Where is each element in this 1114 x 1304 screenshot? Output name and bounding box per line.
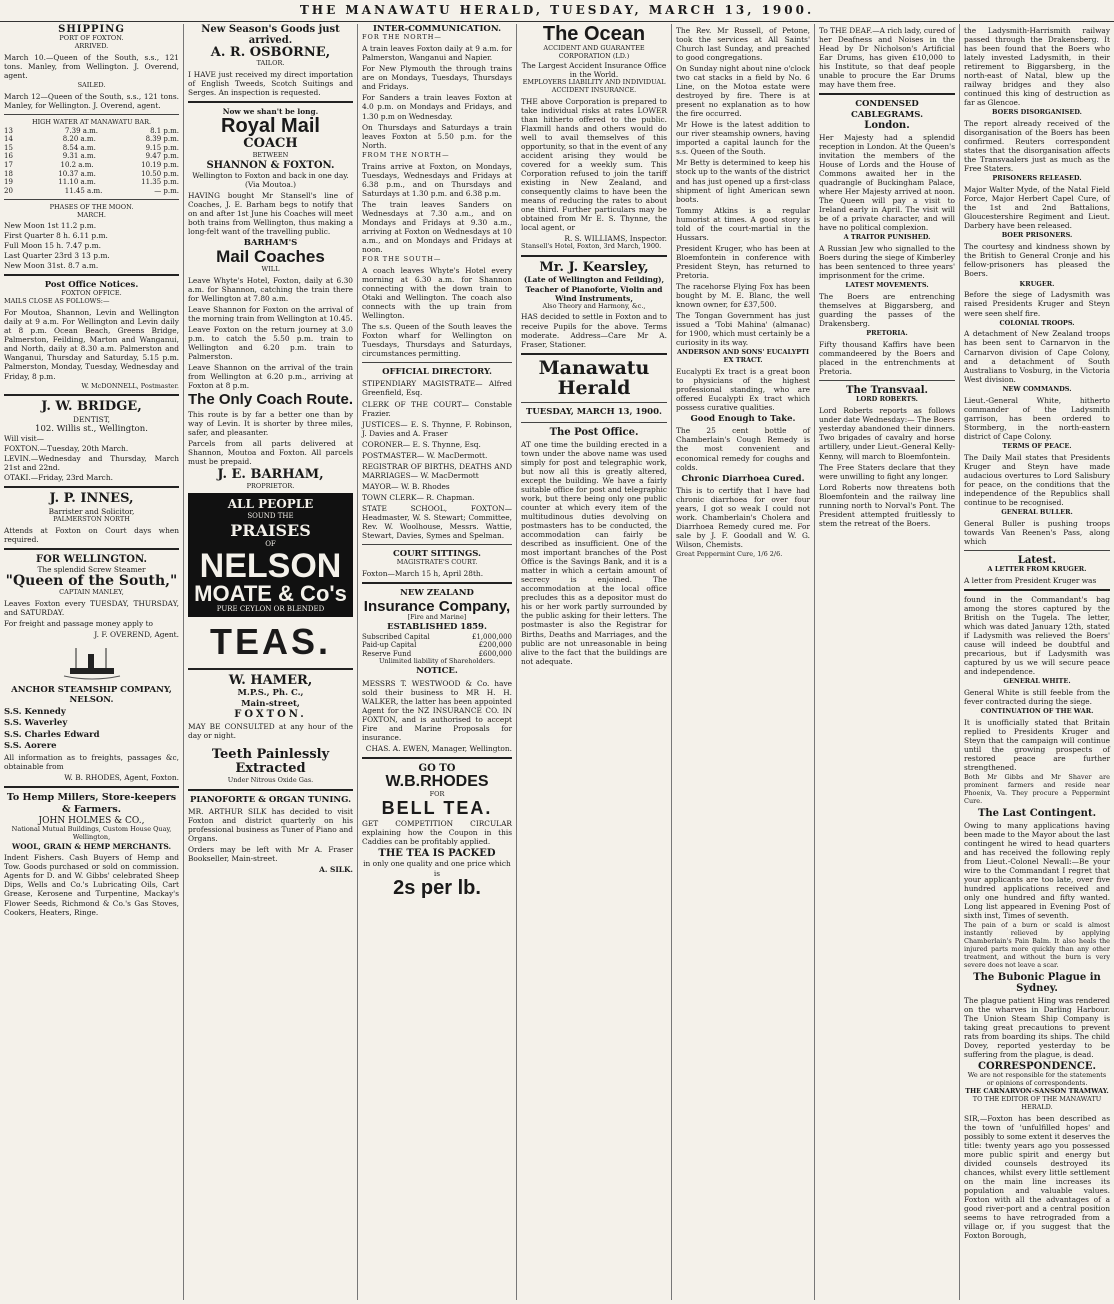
tide-row (4, 161, 179, 170)
directory-entry: MAYOR— W. B. Rhodes (362, 481, 450, 491)
tide-row (4, 152, 179, 161)
white-title: GENERAL WHITE. (1003, 677, 1071, 686)
capital-cell: Reserve Fund (362, 649, 412, 658)
liability: Unlimited liability of Shareholders. (378, 657, 496, 666)
ocean-text: THE above Corporation is prepared to take individual risks at rates LOWER than hitherto offered to the public. Flaxmill hands and others would do well to avail themselves of this opportunity, so that in the event of any accident arising they would be covered for a weekly sum. This Corporation refused to join the tariff existing in New Zealand, and consequently claims to have been the means of reducing the rates to about one third. Further particulars may be obtained from Mr E. S. Thynne, the local agent, or (521, 96, 667, 233)
south-route: The s.s. Queen of the South leaves the Foxton wharf for Wellington on Tuesdays, Thursdays and Saturdays, circumstances permitting. (362, 321, 512, 359)
tramway-text: SIR,—Foxton has been described as the town of 'unfulfilled hopes' and possibly to some extent it deserves the title: twenty years ago you possessed more public spirit and energy but divided counsels destroyed its chances, whilst every little settlement on the main line increases its population and valuable values. Foxton with all the advantages of a good river-port and a central position seems to have retrograded from a village or, if you suggest that the Foxton Borough, (964, 1113, 1110, 1240)
north-list (362, 44, 512, 149)
buller-title: GENERAL BULLER. (1001, 507, 1073, 516)
millers-title: To Hemp Millers, Store-keepers & Farmers. (6, 792, 177, 815)
tide-cell: 10.2 a.m. (60, 160, 94, 169)
post-sign: W. McDONNELL, Postmaster. (81, 381, 179, 390)
packed-sub: in only one quality and one price which is (363, 859, 511, 878)
letter-text: A letter from President Kruger was (964, 575, 1097, 585)
captain: CAPTAIN MANLEY, (59, 588, 124, 597)
kearsley-name: Mr. J. Kearsley, (539, 260, 649, 276)
tide-cell: 8.39 p.m. (145, 135, 179, 144)
latest-text: The Boers are entrenching themselves at Biggarsberg, and guarding the passes of the Drakensberg. (819, 292, 955, 329)
tide-cell: 13 (4, 126, 13, 135)
traitor-title: A TRAITOR PUNISHED. (843, 233, 931, 242)
commandant-text: found in the Commandant's bag among the stores captured by the British on the Tugela. The letter, which was dated January 12th, stated if Ladysmith was relieved the Boers' cause will indeed be doubtful and precarious, but if Ladysmith was captured by us we will secure peace and independence. (964, 594, 1110, 677)
north-train: For New Plymouth the through trains are on Mondays, Tuesdays, Thursdays and Fridays. (362, 64, 512, 92)
holmes-name: JOHN HOLMES & CO., (38, 815, 145, 826)
court-text: Foxton—March 15 h, April 28th. (362, 569, 484, 579)
innes-trade: Barrister and Solicitor, (48, 506, 135, 516)
coach-leave: Leave Whyte's Hotel, Foxton, daily at 6.30 a.m. for Shannon, catching the train there for Wellington at 7.80 a.m. (188, 275, 353, 303)
white-text: General White is still feeble from the fever contracted during the siege. (964, 688, 1110, 707)
anchor-nelson: NELSON. (69, 695, 114, 706)
post-office-title: The Post Office. (549, 426, 639, 438)
commands-text: Lieut.-General White, hitherto commander of the Ladysmith garrison, has been ordered to Stormberg, in the north-eastern district of Cape Colony. (964, 395, 1110, 441)
news-8: The Tongan Government has just issued a 'Tobi Mahina' (almanac) for 1900, which must certainly be a curiosity in its way. (676, 310, 810, 348)
from-north-list (362, 162, 512, 254)
war-title: CONTINUATION OF THE WAR. (980, 707, 1094, 716)
directory-entry: CLERK OF THE COURT— Constable Frazier. (362, 399, 512, 418)
from-north-label: FROM THE NORTH— (362, 150, 450, 159)
correspondence-note: We are not responsible for the statements or opinions of correspondents. (967, 1070, 1107, 1087)
colonial-title: COLONIAL TROOPS. (999, 318, 1075, 327)
kruger-title: KRUGER. (1019, 279, 1055, 288)
directory-entry: STIPENDIARY MAGISTRATE— Alfred Greenfield, Esq. (362, 379, 512, 398)
tide-cell: 10.37 a.m. (58, 169, 96, 178)
wool-text: Indent Fishers. Cash Buyers of Hemp and Tow. Goods purchased or sold on commission. Agents for D. and W. Gibbs' celebrated Sheep Dips, Wells and Co.'s Lubricating Oils, Cart Grease, Kerosene and Turpentine, Mackay's Flower Seeds, Richmond & Co.'s Gas Stoves, Cookers, Heaters, Ringe. (4, 853, 179, 917)
tide-cell: 17 (4, 160, 13, 169)
tide-row (4, 178, 179, 187)
south-list (362, 266, 512, 358)
prisoners-title: PRISONERS RELEASED. (992, 174, 1082, 183)
moon-list (4, 221, 179, 270)
only-coach-route: The Only Coach Route. (188, 391, 354, 409)
pretoria-title: PRETORIA. (866, 329, 908, 338)
directory-entry: REGISTRAR OF BIRTHS, DEATHS AND MARRIAGES— W. MacDermott (362, 461, 512, 480)
port-heading: PORT OF FOXTON. (59, 34, 124, 42)
bridge-address: 102. Willis st., Wellington. (35, 423, 148, 434)
column-3 (357, 24, 516, 1300)
gibbs-text: Both Mr Gibbs and Mr Shaver are prominent farmers and reside near Phoenix, Va. They procure a Peppermint Cure. (964, 773, 1110, 805)
north-label: FOR THE NORTH— (362, 33, 442, 42)
fire-marine: [Fire and Marine] (407, 613, 467, 622)
roberts-title: LORD ROBERTS. (856, 395, 918, 404)
consult-text: MAY BE CONSULTED at any hour of the day or night. (188, 722, 353, 741)
tramway-title: THE CARNARVON-SANSON TRAMWAY. (965, 1086, 1109, 1095)
coach-leaves (188, 276, 353, 390)
tide-cell: 11.35 p.m. (141, 178, 179, 187)
tide-cell: 20 (4, 186, 13, 195)
moon-month: MARCH. (77, 211, 106, 220)
good-text: The 25 cent bottle of Chamberlain's Cough Remedy is the most convenient and economical remedy for coughs and colds. (676, 426, 810, 472)
nelson-moate-ad (188, 493, 353, 617)
chronic-text: This is to certify that I have had chronic diarrhoea for over four years, I got so weak I could not work. Chamberlain's Cholera and Diarrhoea Remedy cured me. For sale by J. F. Goodall and W. G. Wilson, Chemists. (676, 485, 810, 550)
ocean-title: The Ocean (542, 24, 646, 45)
piano-title: PIANOFORTE & ORGAN TUNING. (189, 794, 352, 805)
pretoria-text: Fifty thousand Kaffirs have been commandeered by the Boers and placed in the entrenchments at Pretoria. (819, 340, 955, 377)
tide-cell: 18 (4, 169, 13, 178)
all-people: ALL PEOPLE (227, 497, 314, 512)
capital-cell: Subscribed Capital (362, 632, 430, 641)
news-7: The racehorse Flying Fox has been bought by M. E. Blanc, the well known owner, for £37,500. (676, 281, 810, 309)
steamer-name: "Queen of the South," (5, 572, 178, 589)
kearsley-theory: Also Theory and Harmony, &c., (542, 301, 646, 310)
of-label: OF (265, 540, 276, 549)
eucalypti-title: ANDERSON AND SONS' EUCALYPTI EX TRACT. (676, 348, 810, 364)
wb-rhodes: W.B.RHODES (385, 772, 489, 790)
capital-table (362, 633, 512, 659)
goods-title: New Season's Goods just arrived. (201, 24, 340, 46)
free-text-2: Lord Roberts now threatens both Bloemfontein and the railway line running north to Norval's Pont. The President attempted fruitlessly to stem the retreat of the Boers. (819, 482, 955, 528)
column-1 (0, 24, 183, 1300)
price: 2s per lb. (393, 876, 481, 899)
roberts-text: Lord Roberts reports as follows under date Wednesday:— The Boers yesterday abandoned their dinners. Two brigades of cavalry and horse artillery, under Lieut.-General Kelly-Kenny, will march to Bloemfontein. (819, 406, 955, 461)
north-train: For Sanders a train leaves Foxton at 4.0 p.m. on Mondays and Fridays, and 1.30 p.m on Wednesday. (362, 93, 512, 121)
pure-ceylon: PURE CEYLON OR BLENDED (216, 604, 325, 613)
coach-leave: Leave Shannon for Foxton on the arrival of the morning train from Wellington at 10.45. (188, 305, 353, 324)
moon-title: PHASES OF THE MOON. (49, 203, 134, 212)
tide-cell: 9.31 a.m. (62, 152, 96, 161)
intercomm-title: INTER-COMMUNICATION. (372, 24, 502, 34)
capital-cell: £200,000 (478, 641, 512, 650)
royal-mail: Royal Mail (221, 115, 320, 138)
insurance-heading: Insurance Company, (363, 597, 511, 615)
transvaal-title: The Transvaal. (846, 385, 928, 397)
ocean-sub: ACCIDENT AND GUARANTEE CORPORATION (LD.) (543, 44, 645, 60)
tide-row (4, 144, 179, 153)
will-label: WILL (261, 264, 280, 273)
moon-phase: New Moon 1st 11.2 p.m. (4, 220, 97, 230)
directory-entry: POSTMASTER— W. MacDermott. (362, 450, 488, 460)
boer-prisoners-title: BOER PRISONERS. (1001, 231, 1073, 240)
moate-brand: MOATE & Co's (194, 580, 347, 606)
tide-cell: 9.15 p.m. (145, 143, 179, 152)
between-label: BETWEEN (252, 150, 289, 159)
post-office-text: AT one time the building erected in a town under the above name was used simply for post and telegraphic work, but now all this is greatly altered, except the building. We have a fairly suitable office for post and telegraphic work, but there being only one public counter at which every item of the multitudinous duties devolving on postmasters has to be conducted, the accommodation can fairly be described as insufficient. One of the most important branches of the Post Office is the Savings Bank, and it is a matter in which a certain amount of secrecy is enjoined. The accommodation at the local office precludes this as a depositor must do his or her work partly surrounded by the public asking for their letters. The postmaster is also the Registrar for Births, Deaths and Marriages, and the public are not unreasonable in being alive to the fact that the buildings are not adequate. (521, 439, 667, 666)
eucalypti-text: Eucalypti Ex tract is a great boon to physicians of the highest professional standing, who are offered Eucalypti Ex tract which possess curative qualities. (676, 366, 810, 413)
bridge-visit-date: LEVIN.—Wednesday and Thursday, March 21st and 22nd. (4, 454, 179, 473)
williams-address: Stansell's Hotel, Foxton, 3rd March, 1900. (521, 242, 662, 251)
tide-cell: 10.19 p.m. (141, 160, 179, 169)
chronic-title: Chronic Diarrhoea Cured. (681, 473, 805, 484)
coach-leave: Leave Shannon on the arrival of the train from Wellington at 6.20 p.m., arriving at Foxton at 8 p.m. (188, 363, 353, 391)
kearsley-sub: (Late of Wellington and Feilding), Teacher of Pianoforte, Violin and Wind Instruments, (523, 275, 665, 303)
column-4 (516, 24, 671, 1300)
news-4: Mr Betty is determined to keep his stock up to the wants of the district and has just opened up a first-class shipment of light American sewn boots. (676, 158, 810, 204)
wellington-title: FOR WELLINGTON. (35, 553, 147, 565)
bridge-dates (4, 444, 179, 482)
colonial-text: A detachment of New Zealand troops has been sent to Carnarvon in the Carnarvon division of Cape Colony, and a detachment of South Australians to Vosburg, in the Victoria West division. (964, 329, 1110, 384)
post-text: For Moutoa, Shannon, Levin and Wellington daily at 9 a.m. For Wellington and Levin daily at 8 p.m. Ocean Beach, Greens Bridge, Palmerston, Feilding, Marton and Wanganui, and North, daily at 8.30 a.m. Palmerston and Wanganui, Thursday and Saturday, 5.15 p.m. Palmerston, Monday, Tuesday, Wednesday and Friday, 8 p.m. (4, 308, 179, 381)
war-text: It is unofficially stated that Britain replied to Presidents Kruger and Steyn that the campaign will continue until the growing prospects of restored peace are further strengthened. (964, 717, 1110, 773)
post-office-sub: FOXTON OFFICE. (61, 289, 122, 298)
capital-cell: £1,000,000 (471, 632, 512, 641)
arrived-text: March 10.—Queen of the South, s.s., 121 tons. Manley, from Wellington. J. Overend, agent. (4, 52, 179, 80)
south-label: FOR THE SOUTH— (362, 254, 442, 263)
tide-row (4, 187, 179, 196)
packed-heading: THE TEA IS PACKED (378, 848, 496, 860)
osborne-name: A. R. OSBORNE, (210, 45, 331, 60)
osborne-text: I HAVE just received my direct importation of English Tweeds, Scotch Suitings and Serges. An inspection is requested. (188, 70, 353, 98)
capital-cell: £600,000 (478, 649, 512, 658)
tide-cell: 8.1 p.m. (150, 126, 179, 135)
directory-entry: JUSTICES— E. S. Thynne, F. Robinson, J. Davies and A. Fraser (362, 419, 512, 438)
praises-label: PRAISES (230, 520, 311, 540)
free-text-1: The Free Staters declare that they were unwilling to fight any longer. (819, 462, 955, 481)
column-2 (183, 24, 357, 1300)
moon-phase: New Moon 31st. 8.7 a.m. (4, 261, 99, 271)
prisoners-text: Major Walter Myde, of the Natal Field Force, Major Herbert Capel Cure, of the 1st and 2nd Battalions, Gloucestershire Regiment and Lieut. Darbery have been released. (964, 185, 1110, 231)
notice-title: NOTICE. (416, 666, 458, 677)
issue-date: TUESDAY, MARCH 13, 1900. (526, 407, 662, 418)
hamer-town: FOXTON. (234, 709, 307, 721)
moon-phase: Full Moon 15 h. 7.47 p.m. (4, 241, 101, 250)
tide-cell: 16 (4, 152, 13, 161)
notice-text: MESSRS T. WESTWOOD & Co. have sold their business to MR H. H. WALKER, the latter has been appointed Agent for the NZ INSURANCE CO. IN FOXTON, and is authorised to accept Fire and Marine Proposals for insurance. (362, 678, 512, 742)
sailed-label: SAILED. (77, 80, 106, 89)
shannon-foxton: SHANNON & FOXTON. (206, 159, 335, 171)
coach-text: HAVING bought Mr Stansell's line of Coaches, J. E. Barham begs to notify that on and after 1st June his Coaches will meet both trains from Wellington, thus making a long-felt want of the travelling public. (188, 190, 353, 236)
go-to: GO TO (418, 762, 456, 774)
column-5 (671, 24, 814, 1300)
peace-title: TERMS OF PEACE. (1002, 441, 1072, 450)
directory-list (362, 379, 512, 540)
capital-row (362, 641, 512, 650)
tide-row (4, 170, 179, 179)
piano-text: MR. ARTHUR SILK has decided to visit Foxton and district quarterly on his professional business as Tuner of Piano and Organs. (188, 807, 353, 844)
good-title: Good Enough to Take. (690, 414, 796, 425)
tide-cell: 15 (4, 143, 13, 152)
column-7 (959, 24, 1114, 1300)
barham-name: J. E. BARHAM, (217, 467, 324, 483)
gas-note: Under Nitrous Oxide Gas. (227, 775, 314, 784)
tide-cell: 11.10 a.m. (58, 178, 96, 187)
bridge-visit: Will visit— (4, 434, 44, 444)
peppermint-foot: Great Peppermint Cure, 1/6 2/6. (676, 550, 783, 559)
tide-cell: 14 (4, 135, 13, 144)
plague-text: The plague patient Hing was rendered on the wharves in Darling Harbour. The Union Steam Ship Company is taking great precautions to prevent rats from boarding its ships. The child Dovey, reported yesterday to be suffering from the plague, is dead. (964, 995, 1110, 1059)
railway-text: the Ladysmith-Harrismith railway passed through the Drakensberg. It has been found that the Boers who lately invested Ladysmith, in their retirement to Biggarsberg, in the north-east of Natal, blew up the railway bridges and they also continued this king of destruction as far as Glencoe. (964, 26, 1110, 108)
via-moutoa: (Via Moutoa.) (244, 179, 297, 189)
herald-nameplate: Manawatu Herald (538, 356, 650, 399)
largest-office: The Largest Accident Insurance Office in the World. (521, 60, 667, 79)
deaf-text: To THE DEAF.—A rich lady, cured of her Deafness and Noises in the Head by Dr Nicholson's Artificial Ear Drums, has given £10,000 to his Institute, so that deaf people unable to procure the Ear Drums may have them free. (819, 26, 955, 90)
tide-cell: 8.54 a.m. (62, 143, 96, 152)
employers: EMPLOYERS LIABILITY AND INDIVIDUAL ACCIDENT INSURANCE. (522, 77, 666, 94)
tramway-to: TO THE EDITOR OF THE MANAWATU HERALD. (972, 1094, 1102, 1111)
news-6: President Kruger, who has been at Bloemfontein in conference with President Steyn, has returned to Pretoria. (676, 243, 810, 280)
barham-label: BARHAM'S (243, 237, 298, 248)
column-6 (814, 24, 959, 1300)
steamer-schedule: Leaves Foxton every TUESDAY, THURSDAY, and SATURDAY. (4, 598, 179, 617)
north-train: A train leaves Foxton daily at 9 a.m. for Palmerston, Wanganui and Napier. (362, 44, 512, 63)
ewen-sign: CHAS. A. EWEN, Manager, Wellington. (365, 743, 512, 753)
holmes-address: National Mutual Buildings, Custom House Quay, Wellington, (11, 825, 172, 842)
tide-table (4, 127, 179, 195)
innes-note: Attends at Foxton on Court days when required. (4, 525, 179, 544)
bridge-visit-date: FOXTON.—Tuesday, 20th March. (4, 444, 129, 454)
kruger-text: Before the siege of Ladysmith was raised Presidents Kruger and Steyn were seen shelf fire. (964, 290, 1110, 318)
coach-heading: COACH (243, 136, 298, 152)
parcels-text: Parcels from all parts delivered at Shannon, Moutoa and Foxton. All parcels must be prepaid. (188, 439, 353, 467)
bridge-name: J. W. BRIDGE, (41, 399, 142, 415)
tide-cell: 8.20 a.m. (62, 135, 96, 144)
ship-name: S.S. Kennedy (4, 706, 66, 717)
moon-phase: Last Quarter 23rd 3 13 p.m. (4, 251, 110, 261)
innes-address: PALMERSTON NORTH (53, 514, 130, 523)
correspondence-title: CORRESPONDENCE. (977, 1060, 1096, 1072)
anchor-info: All information as to freights, passages &c, obtainable from (4, 753, 179, 772)
hamer-street: Main-street, (241, 698, 300, 709)
burn-text: The pain of a burn or scald is almost instantly relieved by applying Chamberlain's Pain Balm. It also heals the injured parts more quickly than any other treatment, and without the burn is very severe does not leave a scar. (964, 921, 1110, 969)
news-3: Mr Howe is the latest addition to our river steamship owners, having imported a capital launch for the s.s. Queen of the South. (676, 120, 810, 157)
buller-text: General Buller is pushing troops towards Van Reenen's Pass, along which (964, 518, 1110, 546)
ship-name: S.S. Waverley (4, 718, 68, 729)
bell-tea: BELL TEA. (381, 797, 493, 818)
capital-row (362, 633, 512, 642)
tide-cell: 19 (4, 178, 13, 187)
disorganised-title: BOERS DISORGANISED. (992, 108, 1082, 117)
only-text: This route is by far a better one than by way of Levin. It is shorter by three miles, safer, and pleasanter. (188, 410, 353, 438)
london-title: London. (864, 119, 910, 131)
wool-heading: WOOL, GRAIN & HEMP MERCHANTS. (11, 842, 172, 852)
for-label: FOR (429, 789, 445, 798)
letter-title: A LETTER FROM KRUGER. (987, 564, 1087, 573)
arrived-label: ARRIVED. (74, 41, 109, 50)
commands-title: NEW COMMANDS. (1002, 384, 1072, 393)
ship-name: S.S. Charles Edward (4, 729, 100, 740)
south-route: A coach leaves Whyte's Hotel every morning at 6.30 a.m. for Shannon connecting with the down train to Otaki and Wellington. The coach also connects with the up train from Wellington. (362, 265, 512, 320)
steamer-intro: The splendid Screw Steamer (37, 564, 146, 574)
north-train: On Thursdays and Saturdays a train leaves Foxton at 5.50 p.m. for the North. (362, 122, 512, 150)
latest-movements: LATEST MOVEMENTS. (845, 281, 929, 290)
news-1: The Rev. Mr Russell, of Petone, took the services at All Saints' Church last Sunday, and preached to good congregations. (676, 26, 810, 63)
tide-cell: 10.50 p.m. (141, 169, 179, 178)
kearsley-text: HAS decided to settle in Foxton and to receive Pupils for the above. Terms moderate. Address—Care Mr A. Fraser, Stationer. (521, 312, 667, 349)
tide-cell: 7.39 a.m. (64, 126, 99, 135)
moon-phase: First Quarter 8 h. 6.11 p.m. (4, 230, 108, 240)
contingent-title: The Last Contingent. (977, 807, 1097, 819)
sound-label: SOUND THE (247, 512, 294, 521)
ship-list (4, 707, 179, 751)
now-tagline: Now we shan't be long. (222, 107, 319, 117)
post-mails: MAILS CLOSE AS FOLLOWS:— (4, 297, 110, 306)
capital-cell: Paid-up Capital (362, 641, 417, 650)
steamer-freight: For freight and passage money apply to (4, 619, 153, 629)
tide-row (4, 127, 179, 136)
bridge-visit-date: OTAKI.—Friday, 23rd March. (4, 473, 113, 483)
traitor-text: A Russian Jew who signalled to the Boers during the siege of Kimberley has been sentenced to three years' imprisonment for the crime. (819, 244, 955, 281)
hamer-name: W. HAMER, (228, 673, 313, 689)
post-notices-title: Post Office Notices. (44, 280, 139, 291)
piano-orders: Orders may be left with Mr A. Fraser Bookseller, Main-street. (188, 845, 353, 864)
rhodes-agent: W. B. RHODES, Agent, Foxton. (64, 773, 179, 783)
court-sub: MAGISTRATE'S COURT. (396, 558, 478, 567)
from-north-train: The train leaves Sanders on Wednesdays at 7.30 a.m., and on Mondays and Fridays at 9.30 a.m., arriving at Foxton on Wednesdays at 10 a.m., and on Mondays and Fridays at noon. (362, 199, 512, 254)
overend: J. F. OVEREND, Agent. (94, 630, 179, 640)
proprietor-label: PROPRIETOR. (246, 481, 295, 490)
boer-prisoners-text: The courtesy and kindness shown by the British to General Cronje and his fellow-prisoners has pleased the Boers. (964, 242, 1110, 279)
ship-name: S.S. Aorere (4, 740, 57, 751)
tide-row (4, 135, 179, 144)
tide-cell: 9.47 p.m. (145, 152, 179, 161)
mail-coaches: Mail Coaches (216, 247, 325, 267)
from-north-train: Trains arrive at Foxton, on Mondays, Tuesdays, Wednesdays and Fridays at 6.38 p.m., and on Thursdays and Saturdays at 1.30 p.m. and 6.38 p.m. (362, 161, 512, 198)
teas-heading: TEAS. (209, 621, 331, 663)
cables-title: CONDENSED CABLEGRAMS. (850, 99, 924, 120)
hamer-quals: M.P.S., Ph. C., (237, 688, 304, 699)
bridge-trade: DENTIST, (73, 414, 110, 424)
tide-title: HIGH WATER AT MANAWATU BAR. (31, 117, 152, 126)
silk-sign: A. SILK. (319, 865, 353, 875)
williams-sign: R. S. WILLIAMS, Inspector. (564, 234, 667, 244)
competition-text: GET COMPETITION CIRCULAR explaining how the Coupon in this Caddies can be profitably applied. (362, 819, 512, 847)
plague-title: The Bubonic Plague in Sydney. (973, 971, 1101, 994)
contingent-text: Owing to many applications having been made to the Mayor about the last contingent he wired to head quarters and has received the following reply from Lieut.-Colonel Newall:—Be your wire to the Commandant I regret that your applicants are too late, over five hundred applications received and only one hundred and fifty wanted. Long list appeared in Evening Post of sixth inst, Times of seventh. (964, 820, 1110, 921)
shipping-title: SHIPPING (58, 24, 125, 35)
directory-entry: CORONER— E. S. Thynne, Esq. (362, 439, 481, 449)
masthead: THE MANAWATU HERALD, TUESDAY, MARCH 13, 1900. (0, 0, 1114, 22)
teeth-heading: Teeth Painlessly Extracted (211, 747, 330, 777)
directory-entry: STATE SCHOOL, FOXTON— Headmaster, W. S. Stewart; Committee, Rev. W. Woolhouse, Messrs. Wattie, Stewart, Davies, Symes and Spelman. (362, 503, 512, 540)
london-text: Her Majesty had a splendid reception in London. At the Queen's invitation the members of the House of Lords and the House of Commons awaited her in the quadrangle of Buckingham Palace, where Her Majesty arrived at noon. The Queen will pay a visit to Ireland early in April. The visit will be of a private character, and will have no political complexion. (819, 132, 955, 233)
news-2: On Sunday night about nine o'clock two cat stacks in a field by No. 6 Line, on the Motoa estate were destroyed by fire. There is at present no explanation as to how the fire occurred. (676, 64, 810, 119)
peace-text: The Daily Mail states that Presidents Kruger and Steyn have made audacious overtures to Lord Salisbury for peace, on the conditions that the independence of the Republics shall continue to be recognised. (964, 452, 1110, 507)
directory-title: OFFICIAL DIRECTORY. (382, 367, 492, 378)
coach-leave: Leave Foxton on the return journey at 3.0 p.m. to catch the 5.50 p.m. train to Wellington and 6.20 p.m. train to Palmerston. (188, 325, 353, 362)
coach-route: Wellington to Foxton and back in one day. (192, 170, 349, 180)
anchor-title: ANCHOR STEAMSHIP COMPANY, (11, 685, 172, 696)
nz-title: NEW ZEALAND (400, 588, 474, 599)
established: ESTABLISHED 1859. (387, 622, 487, 633)
news-5: Tommy Atkins is a regular humorist at times. A good story is told of the court-martial in the Hussars. (676, 205, 810, 242)
nelson-brand: NELSON (199, 546, 342, 585)
latest-title: Latest. (1017, 554, 1057, 566)
tide-cell: — p.m. (154, 186, 179, 195)
directory-entry: TOWN CLERK— R. Chapman. (362, 492, 475, 502)
innes-name: J. P. INNES, (49, 491, 134, 507)
steamship-icon (62, 642, 122, 682)
tide-cell: 11.45 a.m. (64, 186, 103, 195)
osborne-trade: TAILOR. (256, 59, 285, 68)
court-title: COURT SITTINGS. (392, 548, 482, 559)
sailed-text: March 12—Queen of the South, s.s., 121 tons. Manley, for Wellington. J. Overend, agent. (4, 91, 179, 110)
disorganised-text: The report already received of the disorganisation of the Boers has been confirmed. Reuters correspondent states that the disorganisation affects the Transvaalers just as much as the Free Staters. (964, 119, 1110, 174)
